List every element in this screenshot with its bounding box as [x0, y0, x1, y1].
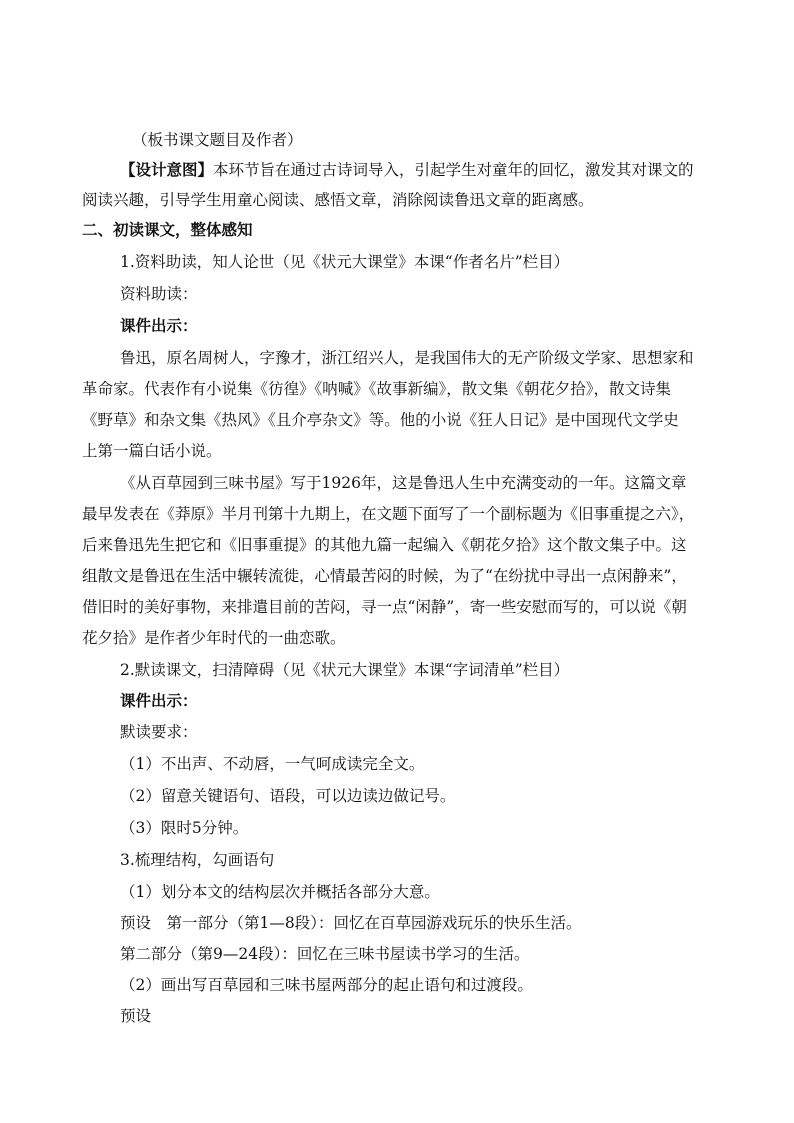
step-3-heading: 3.梳理结构，勾画语句: [120, 851, 275, 869]
luxun-bio-line-3: 《野草》和杂文集《热风》《且介亭杂文》等。他的小说《狂人日记》是中国现代文学史: [82, 411, 679, 429]
preset-part-1: 预设 第一部分（第1—8段）：回忆在百草园游戏玩乐的快乐生活。: [120, 914, 582, 932]
design-intent-text: 本环节旨在通过古诗词导入，引起学生对童年的回忆，激发其对课文的: [213, 161, 694, 179]
background-line-2: 最早发表在《莽原》半月刊第十九期上，在文题下面写了一个副标题为《旧事重提之六》，: [82, 505, 695, 523]
courseware-label-2: 课件出示：: [120, 691, 198, 710]
luxun-bio-line-2: 革命家。代表作有小说集《彷徨》《呐喊》《故事新编》，散文集《朝花夕拾》，散文诗集: [82, 380, 672, 398]
requirement-2: （2）留意关键语句、语段，可以边读边做记号。: [120, 787, 456, 805]
design-intent-line-1: [120, 160, 720, 180]
background-line-5: 借旧时的美好事物，来排遣目前的苦闷，寻一点“闲静”，寄一些安慰而写的，可以说《朝: [82, 598, 687, 616]
step-2-heading: 2.默读课文，扫清障碍（见《状元大课堂》本课“字词清单”栏目）: [120, 661, 570, 679]
background-line-1: 《从百草园到三味书屋》写于1926年，这是鲁迅人生中充满变动的一年。这篇文章: [120, 474, 687, 492]
luxun-bio-line-1: 鲁迅，原名周树人，字豫才，浙江绍兴人，是我国伟大的无产阶级文学家、思想家和: [120, 349, 694, 367]
luxun-bio-line-4: 上第一篇白话小说。: [82, 442, 222, 460]
courseware-label-1: 课件出示：: [120, 316, 198, 335]
background-line-3: 后来鲁迅先生把它和《旧事重提》的其他九篇一起编入《朝花夕拾》这个散文集子中。这: [82, 536, 687, 554]
preset-label: 预设: [120, 1007, 152, 1025]
background-line-4: 组散文是鲁迅在生活中辗转流徙，心情最苦闷的时候，为了“在纷扰中寻出一点闲静来”，: [82, 567, 687, 585]
silent-reading-label: 默读要求：: [120, 723, 198, 741]
reading-aid-label: 资料助读：: [120, 285, 198, 303]
design-intent-line-2: 阅读兴趣，引导学生用童心阅读、感悟文章，消除阅读鲁迅文章的距离感。: [82, 191, 594, 209]
task-2: （2）画出写百草园和三味书屋两部分的起止语句和过渡段。: [120, 976, 533, 994]
design-intent-label: 【设计意图】: [120, 160, 214, 179]
requirement-1: （1）不出声、不动唇，一气呵成读完全文。: [120, 755, 425, 773]
section-heading: 二、初读课文，整体感知: [82, 220, 253, 239]
preset-part-2: 第二部分（第9—24段）：回忆在三味书屋读书学习的生活。: [120, 945, 530, 963]
board-note: （板书课文题目及作者）: [132, 131, 303, 149]
task-1: （1）划分本文的结构层次并概括各部分大意。: [120, 883, 440, 901]
background-line-6: 花夕拾》是作者少年时代的一曲恋歌。: [82, 629, 346, 647]
step-1-heading: 1.资料助读，知人论世（见《状元大课堂》本课“作者名片”栏目）: [120, 253, 570, 271]
requirement-3: （3）限时5分钟。: [120, 819, 249, 837]
